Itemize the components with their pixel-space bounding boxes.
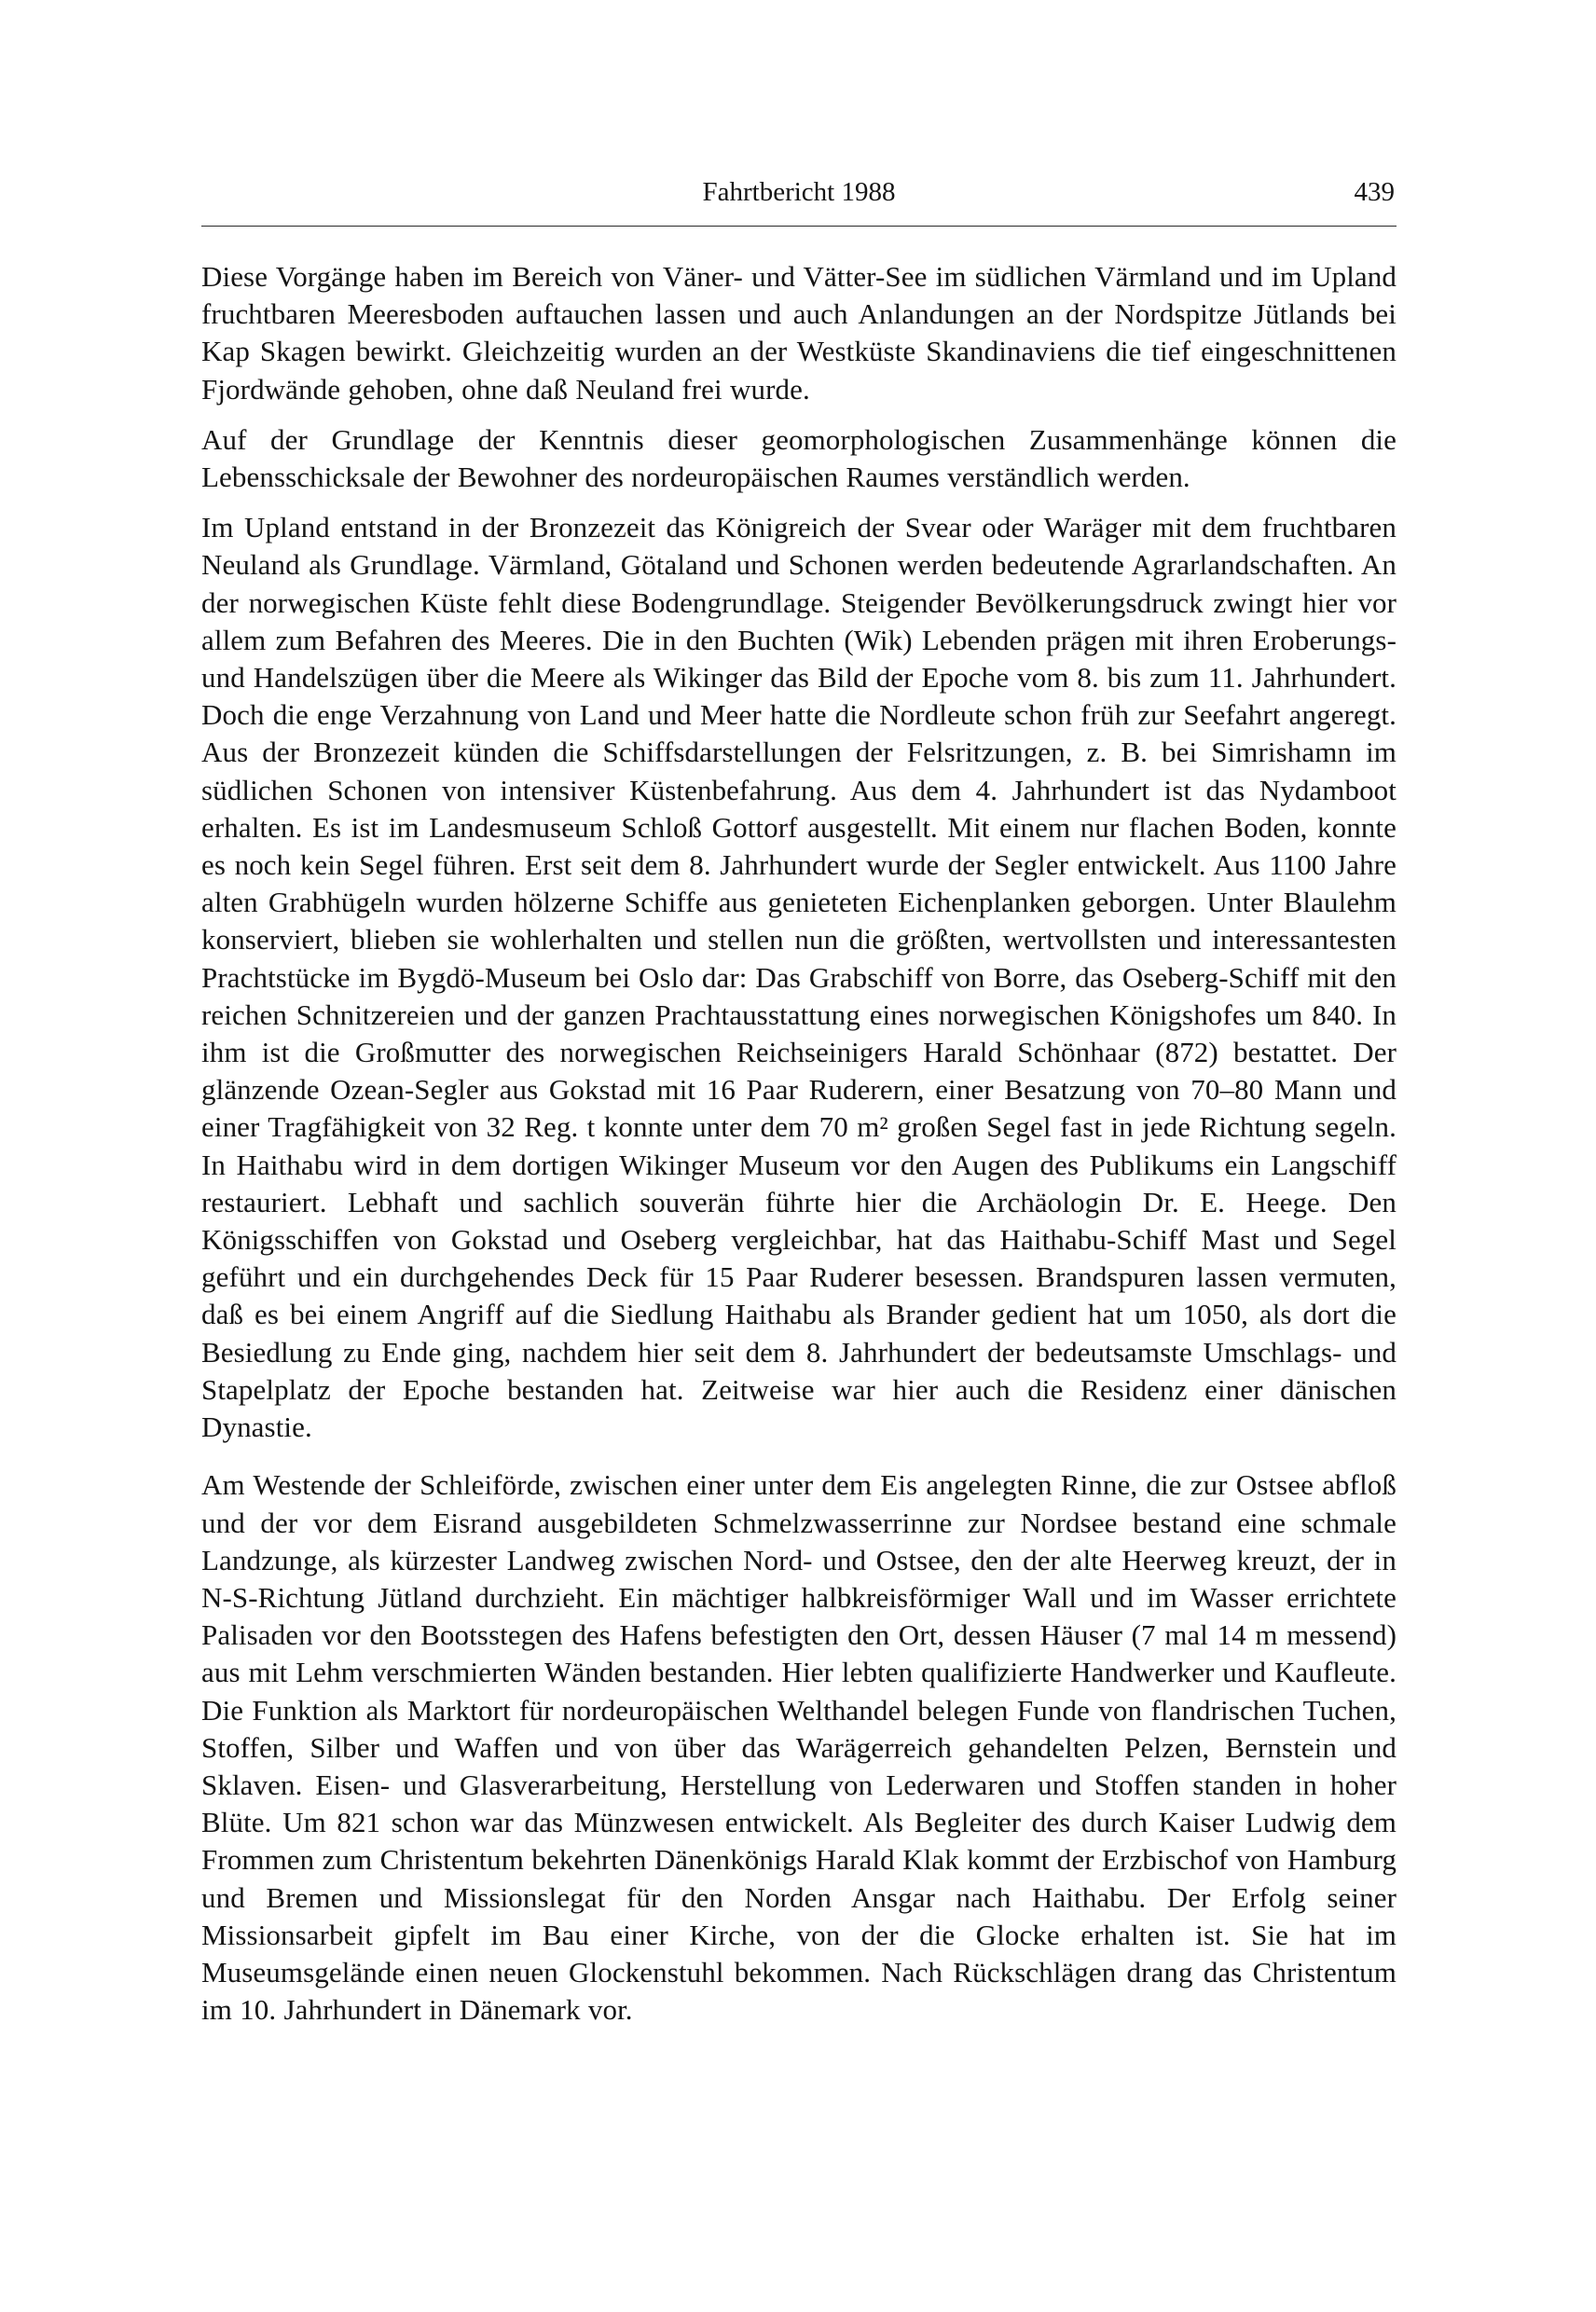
header-rule: [201, 226, 1396, 227]
running-header: [201, 173, 1396, 211]
paragraph: Diese Vorgänge haben im Bereich von Väner- und Vätter-See im südlichen Värmland und im Upland fruchtbaren Meeresboden auftauchen lassen und auch Anlandungen an der Nordspitze Jütlands bei Kap Skagen bewirkt. Gleichzeitig wurden an der Westküste Skandinaviens die tief eingeschnittenen Fjordwände gehoben, ohne daß Neuland frei wurde.: [201, 260, 1396, 406]
paragraph: Am Westende der Schleiförde, zwischen einer unter dem Eis angelegten Rinne, die zur Ostsee abfloß und der vor dem Eisrand ausgebildeten Schmelzwasserrinne zur Nordsee bestand eine schmale Landzunge, als kürzester Landweg zwischen Nord- und Ostsee, den der alte Heerweg kreuzt, der in N-S-Richtung Jütland durchzieht. Ein mächtiger halbkreisförmiger Wall und im Wasser errichtete Palisaden vor den Bootsstegen des Hafens befestigten den Ort, dessen Häuser (7 mal 14 m messend) aus mit Lehm verschmierten Wänden bestanden. Hier lebten qualifizierte Handwerker und Kaufleute. Die Funktion als Marktort für nordeuropäischen Welthandel belegen Funde von flandrischen Tuchen, Stoffen, Silber und Waffen und von über das Warägerreich gehandelten Pelzen, Bernstein und Sklaven. Eisen- und Glasverarbeitung, Herstellung von Lederwaren und Stoffen standen in hoher Blüte. Um 821 schon war das Münzwesen entwickelt. Als Begleiter des durch Kaiser Ludwig dem Frommen zum Christentum bekehrten Dänenkönigs Harald Klak kommt der Erzbischof von Hamburg und Bremen und Missionslegat für den Norden Ansgar nach Haithabu. Der Erfolg seiner Missionsarbeit gipfelt im Bau einer Kirche, von der die Glocke erhalten ist. Sie hat im Museumsgelände einen neuen Glockenstuhl bekommen. Nach Rückschlägen drang das Christentum im 10. Jahrhundert in Dänemark vor.: [201, 1468, 1396, 2027]
paragraph: Auf der Grundlage der Kenntnis dieser geomorphologischen Zusammenhänge können die Lebensschicksale der Bewohner des nordeuropäischen Raumes verständlich werden.: [201, 422, 1396, 494]
paragraph: Im Upland entstand in der Bronzezeit das Königreich der Svear oder Waräger mit dem fruchtbaren Neuland als Grundlage. Värmland, Götaland und Schonen werden bedeutende Agrarlandschaften. An der norwegischen Küste fehlt diese Bodengrundlage. Steigender Bevölkerungsdruck zwingt hier vor allem zum Befahren des Meeres. Die in den Buchten (Wik) Lebenden prägen mit ihren Eroberungs- und Handelszügen über die Meere als Wikinger das Bild der Epoche vom 8. bis zum 11. Jahrhundert. Doch die enge Verzahnung von Land und Meer hatte die Nordleute schon früh zur Seefahrt angeregt. Aus der Bronzezeit künden die Schiffsdarstellungen der Felsritzungen, z. B. bei Simrishamn im südlichen Schonen von intensiver Küstenbefahrung. Aus dem 4. Jahrhundert ist das Nydamboot erhalten. Es ist im Landesmuseum Schloß Gottorf ausgestellt. Mit einem nur flachen Boden, konnte es noch kein Segel führen. Erst seit dem 8. Jahrhundert wurde der Segler entwickelt. Aus 1100 Jahre alten Grabhügeln wurden hölzerne Schiffe aus genieteten Eichenplanken geborgen. Unter Blaulehm konserviert, blieben sie wohlerhalten und stellen nun die größten, wertvollsten und interessantesten Prachtstücke im Bygdö-Museum bei Oslo dar: Das Grabschiff von Borre, das Oseberg-Schiff mit den reichen Schnitzereien und der ganzen Prachtausstattung eines norwegischen Königshofes um 840. In ihm ist die Großmutter des norwegischen Reichseinigers Harald Schönhaar (872) bestattet. Der glänzende Ozean-Segler aus Gokstad mit 16 Paar Ruderern, einer Besatzung von 70–80 Mann und einer Tragfähigkeit von 32 Reg. t konnte unter dem 70 m² großen Segel fast in jede Richtung segeln. In Haithabu wird in dem dortigen Wikinger Museum vor den Augen des Publikums ein Langschiff restauriert. Lebhaft und sachlich souverän führte hier die Archäologin Dr. E. Heege. Den Königsschiffen von Gokstad und Oseberg vergleichbar, hat das Haithabu-Schiff Mast und Segel geführt und ein durchgehendes Deck für 15 Paar Ruderer besessen. Brandspuren lassen vermuten, daß es bei einem Angriff auf die Siedlung Haithabu als Brander gedient hat um 1050, als dort die Besiedlung zu Ende ging, nachdem hier seit dem 8. Jahrhundert der bedeutsamste Umschlags- und Stapelplatz der Epoche bestanden hat. Zeitweise war hier auch die Residenz einer dänischen Dynastie.: [201, 511, 1396, 1444]
running-title: Fahrtbericht 1988: [702, 177, 896, 207]
document-page: [201, 0, 1396, 2312]
page-number: 439: [1354, 177, 1395, 207]
body-text: [201, 258, 1396, 2041]
